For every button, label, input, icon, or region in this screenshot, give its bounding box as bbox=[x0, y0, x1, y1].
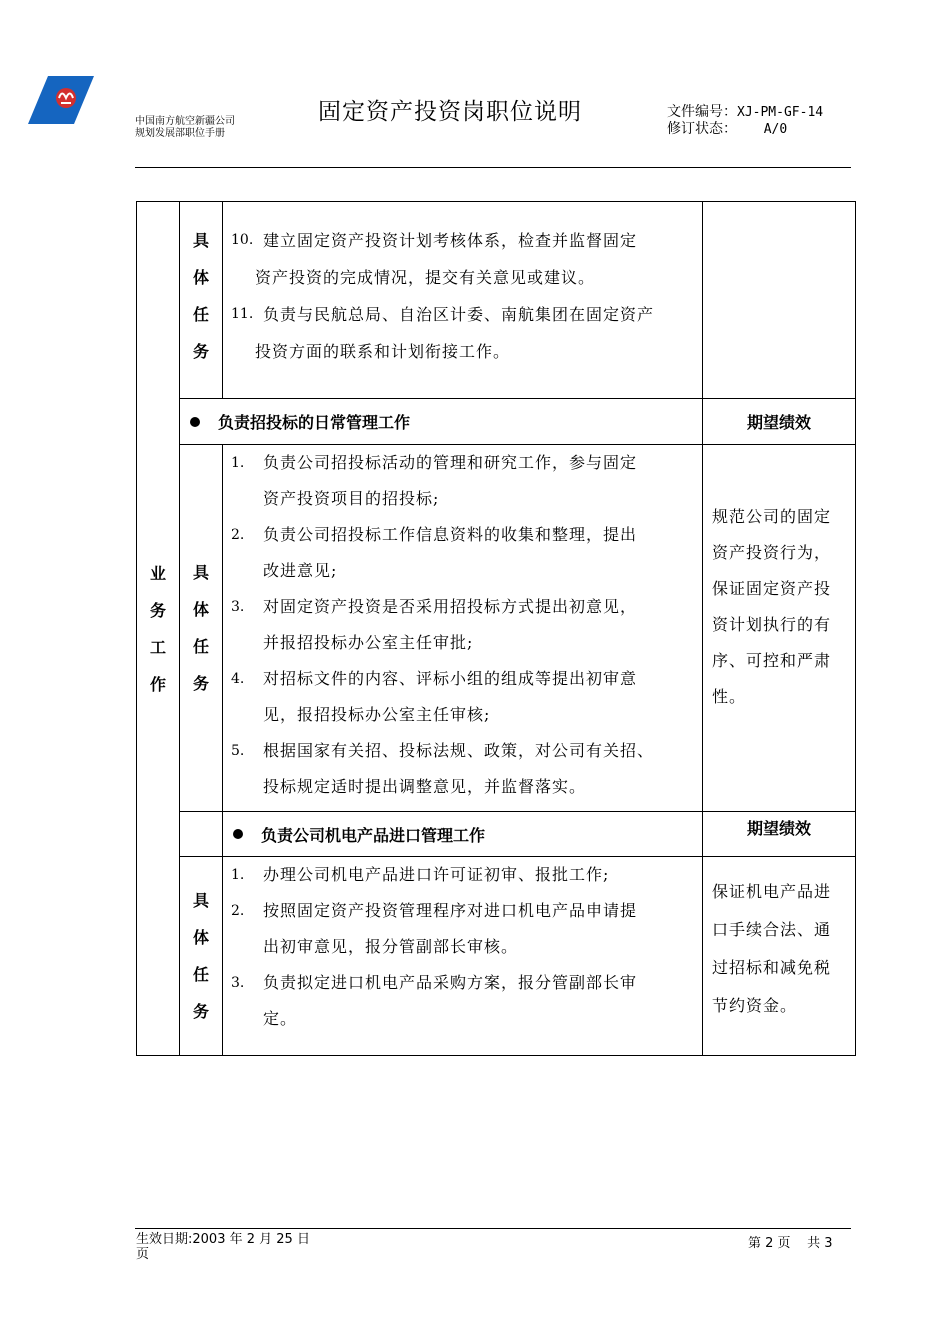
task-char: 任 bbox=[192, 965, 209, 984]
perf-cell bbox=[703, 202, 856, 399]
list-item: 出初审意见，报分管副部长审核。 bbox=[263, 937, 519, 956]
list-item: 投标规定适时提出调整意见，并监督落实。 bbox=[263, 777, 587, 796]
task-list bbox=[223, 445, 703, 812]
task-list bbox=[223, 202, 703, 399]
perf-heading: 期望绩效 bbox=[703, 399, 856, 445]
page-title: 固定资产投资岗职位说明 bbox=[318, 99, 582, 125]
header-divider bbox=[135, 167, 851, 168]
rev-value: A/0 bbox=[763, 122, 788, 137]
perf-text: 保证机电产品进 口手续合法、通 过招标和减免税 节约资金。 bbox=[703, 857, 856, 1056]
doc-no-label: 文件编号： bbox=[667, 104, 737, 120]
list-item: 1. 办理公司机电产品进口许可证初审、报批工作; bbox=[231, 865, 610, 884]
company-line-2: 规划发展部职位手册 bbox=[135, 128, 225, 139]
task-char: 务 bbox=[192, 1002, 209, 1021]
list-item: 资产投资项目的招投标; bbox=[263, 489, 440, 508]
company-line-1: 中国南方航空新疆公司 bbox=[135, 116, 235, 127]
empty-cell bbox=[180, 812, 223, 857]
list-item: 11. 负责与民航总局、自治区计委、南航集团在固定资产 bbox=[231, 305, 655, 324]
task-char: 具 bbox=[192, 231, 209, 250]
list-item: 2. 负责公司招投标工作信息资料的收集和整理，提出 bbox=[231, 525, 638, 544]
list-item: 3. 对固定资产投资是否采用招投标方式提出初意见， bbox=[231, 597, 638, 616]
doc-no-value: XJ-PM-GF-14 bbox=[737, 105, 824, 120]
list-item: 投资方面的联系和计划衔接工作。 bbox=[255, 342, 511, 361]
task-list bbox=[223, 857, 703, 1056]
bullet-icon bbox=[190, 417, 200, 427]
list-item: 3. 负责拟定进口机电产品采购方案，报分管副部长审 bbox=[231, 973, 638, 992]
list-item: 10. 建立固定资产投资计划考核体系，检查并监督固定 bbox=[231, 231, 638, 250]
category-char: 务 bbox=[149, 600, 166, 620]
footer-divider bbox=[135, 1228, 851, 1229]
task-char: 具 bbox=[192, 891, 209, 910]
list-item: 1. 负责公司招投标活动的管理和研究工作，参与固定 bbox=[231, 453, 638, 472]
document-meta bbox=[667, 104, 823, 138]
bullet-icon bbox=[233, 829, 243, 839]
perf-heading: 期望绩效 bbox=[703, 812, 856, 857]
company-name bbox=[135, 116, 235, 140]
list-item: 资产投资的完成情况，提交有关意见或建议。 bbox=[255, 268, 596, 287]
section-heading: 负责招投标的日常管理工作 bbox=[180, 399, 703, 445]
airline-logo-icon bbox=[28, 76, 94, 124]
category-char: 作 bbox=[149, 674, 166, 694]
task-char: 任 bbox=[192, 637, 209, 656]
list-item: 见，报招投标办公室主任审核; bbox=[263, 705, 491, 724]
task-label-cell bbox=[180, 857, 223, 1056]
list-item: 定。 bbox=[263, 1009, 298, 1028]
task-char: 体 bbox=[192, 928, 209, 947]
task-label-cell bbox=[180, 202, 223, 399]
page-number: 第 2 页 共 3 bbox=[748, 1236, 833, 1251]
effective-date: 生效日期:2003 年 2 月 25 日 页 bbox=[136, 1232, 310, 1262]
section-heading: 负责公司机电产品进口管理工作 bbox=[223, 812, 703, 857]
task-label-cell bbox=[180, 445, 223, 812]
category-char: 工 bbox=[149, 637, 166, 657]
rev-label: 修订状态： bbox=[667, 121, 737, 137]
list-item: 并报招投标办公室主任审批; bbox=[263, 633, 474, 652]
task-char: 任 bbox=[192, 305, 209, 324]
task-char: 体 bbox=[192, 600, 209, 619]
perf-text: 规范公司的固定 资产投资行为， 保证固定资产投 资计划执行的有 序、可控和严肃 性。 bbox=[703, 445, 856, 812]
task-char: 务 bbox=[192, 674, 209, 693]
list-item: 改进意见; bbox=[263, 561, 338, 580]
list-item: 5. 根据国家有关招、投标法规、政策，对公司有关招、 bbox=[231, 741, 655, 760]
list-item: 2. 按照固定资产投资管理程序对进口机电产品申请提 bbox=[231, 901, 638, 920]
list-item: 4. 对招标文件的内容、评标小组的组成等提出初审意 bbox=[231, 669, 638, 688]
task-char: 具 bbox=[192, 563, 209, 582]
task-char: 体 bbox=[192, 268, 209, 287]
category-cell bbox=[137, 202, 180, 1056]
job-duties-table bbox=[136, 201, 856, 1056]
task-char: 务 bbox=[192, 342, 209, 361]
category-char: 业 bbox=[149, 563, 166, 583]
